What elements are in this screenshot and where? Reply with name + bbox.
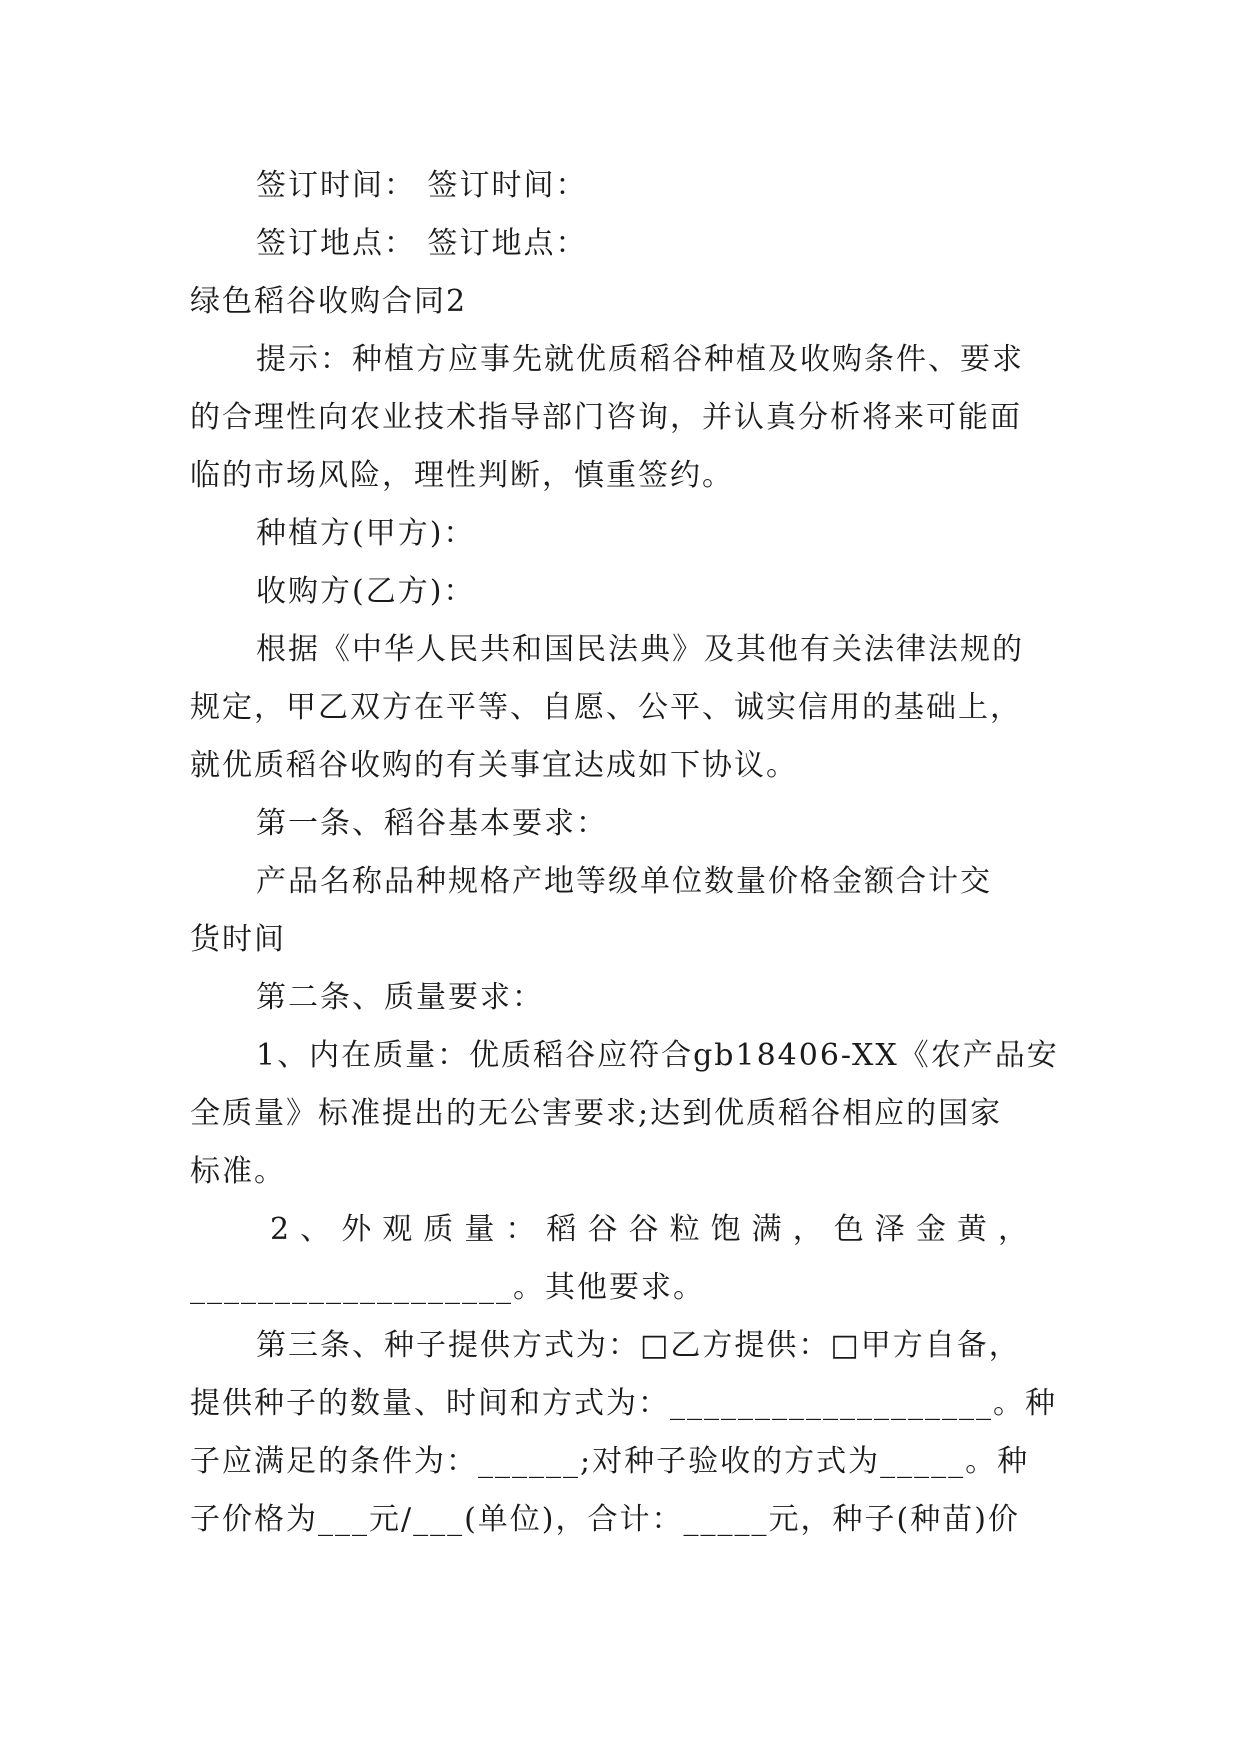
basis-paragraph-line-2: 规定，甲乙双方在平等、自愿、公平、诚实信用的基础上， bbox=[190, 690, 1022, 725]
internal-quality-line-2: 全质量》标准提出的无公害要求;达到优质稻谷相应的国家 bbox=[190, 1096, 1003, 1131]
notice-paragraph-line-1: 提示：种植方应事先就优质稻谷种植及收购条件、要求 bbox=[256, 342, 1024, 377]
basis-paragraph-line-1: 根据《中华人民共和国民法典》及其他有关法律法规的 bbox=[256, 632, 1024, 667]
contract-title: 绿色稻谷收购合同2 bbox=[190, 284, 468, 319]
notice-paragraph-line-3: 临的市场风险，理性判断，慎重签约。 bbox=[190, 458, 734, 493]
party-a-line: 种植方(甲方)： bbox=[256, 516, 476, 551]
article-3-line-3: 子应满足的条件为：______;对种子验收的方式为_____。种 bbox=[190, 1444, 1030, 1479]
article-3-line-4: 子价格为___元/___(单位)，合计：_____元，种子(种苗)价 bbox=[190, 1502, 1020, 1537]
signing-time-line: 签订时间： 签订时间： bbox=[256, 168, 588, 203]
article-1-table-headers-line-1: 产品名称品种规格产地等级单位数量价格金额合计交 bbox=[256, 864, 992, 899]
appearance-quality-line-2: ___________________。其他要求。 bbox=[190, 1270, 705, 1305]
internal-quality-line-1: 1、内在质量：优质稻谷应符合gb18406-XX《农产品安 bbox=[256, 1038, 1059, 1073]
article-1-table-headers-line-2: 货时间 bbox=[190, 922, 286, 957]
party-b-line: 收购方(乙方)： bbox=[256, 574, 476, 609]
article-3-line-1: 第三条、种子提供方式为：□乙方提供：□甲方自备， bbox=[256, 1328, 1021, 1363]
article-2-heading: 第二条、质量要求： bbox=[256, 980, 544, 1015]
basis-paragraph-line-3: 就优质稻谷收购的有关事宜达成如下协议。 bbox=[190, 748, 798, 783]
notice-paragraph-line-2: 的合理性向农业技术指导部门咨询，并认真分析将来可能面 bbox=[190, 400, 1022, 435]
appearance-quality-line-1: 2 、 外 观 质 量 ： 稻 谷 谷 粒 饱 满 ， 色 泽 金 黄 ， bbox=[270, 1212, 1030, 1247]
article-3-line-2: 提供种子的数量、时间和方式为：___________________。种 bbox=[190, 1386, 1057, 1421]
internal-quality-line-3: 标准。 bbox=[190, 1154, 286, 1189]
signing-place-line: 签订地点： 签订地点： bbox=[256, 226, 588, 261]
article-1-heading: 第一条、稻谷基本要求： bbox=[256, 806, 608, 841]
